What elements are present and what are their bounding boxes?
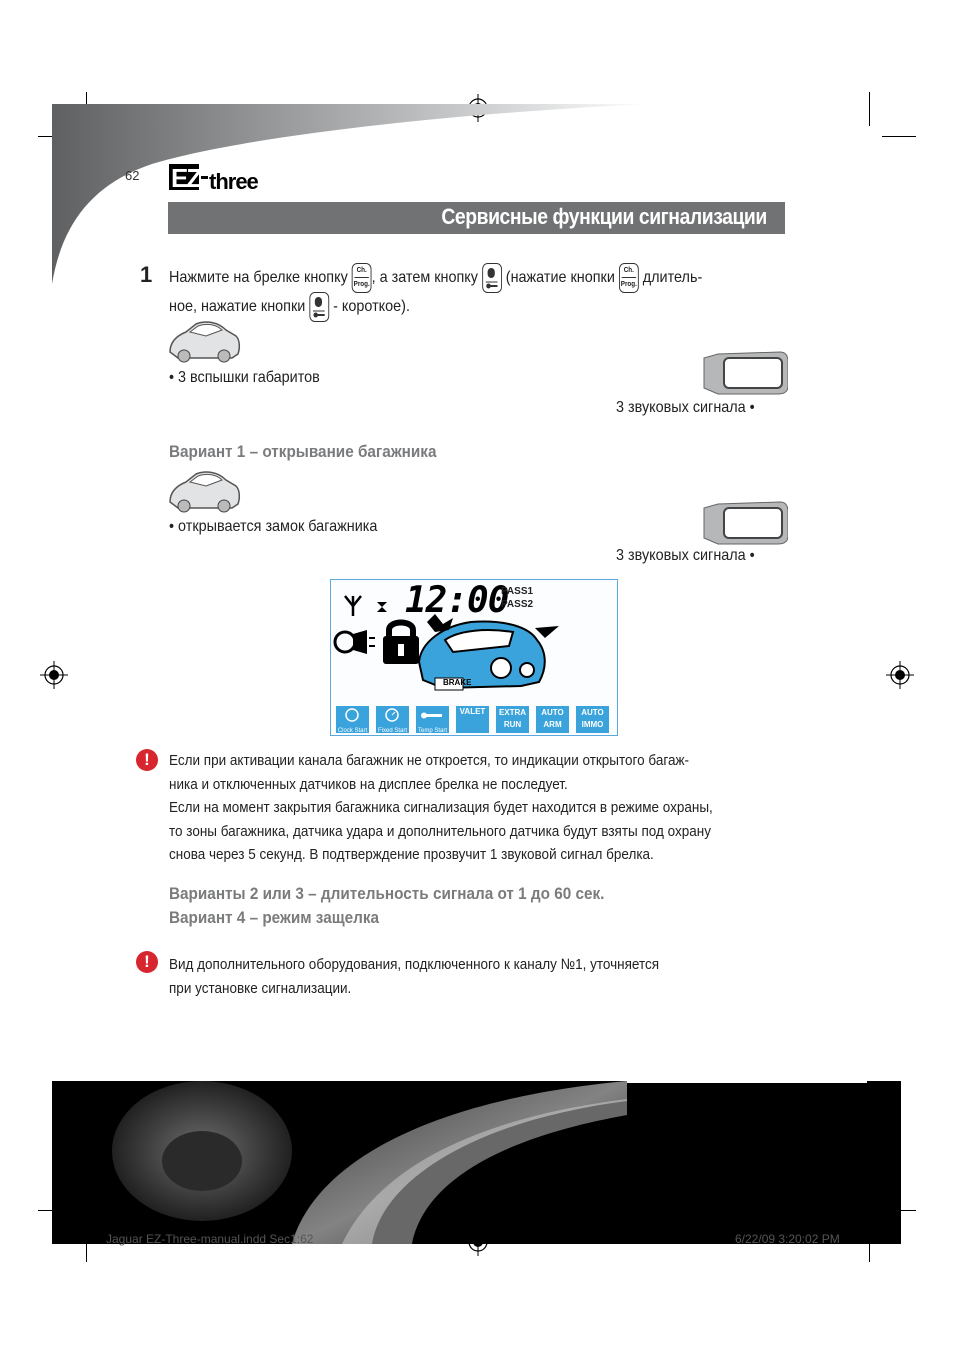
lcd-icon-auto-immo: AUTO IMMO <box>576 706 609 733</box>
jaguar-road-image <box>52 1081 901 1244</box>
trunk-open-note: • открывается замок багажника <box>169 518 378 535</box>
lcd-icon-temp-start: Temp Start <box>416 706 449 733</box>
warning-icon <box>136 749 158 771</box>
note-line: при установке сигнализации. <box>169 979 352 997</box>
key-fob-icon <box>702 500 788 546</box>
variant1-heading: Вариант 1 – открывание багажника <box>169 442 437 461</box>
header-swoosh <box>52 104 652 287</box>
fob-beep-note: 3 звуковых сигнала • <box>616 547 755 564</box>
lcd-pass1: PASS1 <box>501 586 534 597</box>
car-flash-note: • 3 вспышки габаритов <box>169 369 320 386</box>
note-line: снова через 5 секунд. В подтверждение прозвучит 1 звуковой сигнал брелка. <box>169 846 654 863</box>
footer-date: 6/22/09 3:20:02 PM <box>735 1232 840 1246</box>
note-line: Если при активации канала багажник не откроется, то индикации открытого багаж- <box>169 752 690 769</box>
antenna-icon <box>345 596 361 616</box>
lock-button-icon <box>482 263 502 293</box>
lcd-clock: 12:00 <box>405 580 509 621</box>
footer-file-info: Jaguar EZ-Three-manual.indd Sec1:62 <box>106 1232 314 1246</box>
crop-mark <box>882 136 916 137</box>
note-line: ника и отключенных датчиков на дисплее брелка не последует. <box>169 775 568 793</box>
note2-text <box>169 953 785 1000</box>
registration-mark-icon <box>886 661 914 689</box>
ch-prog-button-icon: Ch. Prog. <box>352 263 372 293</box>
lcd-display <box>330 579 618 736</box>
lcd-icon-row <box>336 706 614 733</box>
lock-button-icon <box>309 292 329 322</box>
car-trunk-icon <box>166 468 242 516</box>
step-text: Нажмите на брелке кнопку <box>169 269 348 287</box>
lcd-pass2: PASS2 <box>501 599 534 610</box>
page-number: 62 <box>125 168 140 183</box>
step-text: , а затем кнопку <box>371 269 478 287</box>
car-icon <box>166 318 242 366</box>
variants-2-3-heading: Варианты 2 или 3 – длительность сигнала от 1 до 60 сек. <box>169 884 605 903</box>
ez-three-logo <box>168 160 268 196</box>
siren-icon <box>335 630 375 654</box>
variant-4-heading: Вариант 4 – режим защелка <box>169 908 380 927</box>
registration-mark-icon <box>40 661 68 689</box>
fob-beep-note: 3 звуковых сигнала • <box>616 399 755 416</box>
lcd-icon-auto-arm: AUTO ARM <box>536 706 569 733</box>
note-line: то зоны багажника, датчика удара и дополнительного датчика будут взяты под охрану <box>169 822 711 840</box>
footer-banner <box>52 1081 901 1244</box>
car-lcd-icon <box>419 622 559 690</box>
svg-text:three: three <box>209 169 258 194</box>
key-fob-icon <box>702 350 788 396</box>
note-line: Вид дополнительного оборудования, подключенного к каналу №1, уточняется <box>169 956 660 973</box>
lcd-icon-fixed-start: Fixed Start <box>376 706 409 733</box>
step-number: 1 <box>140 262 153 287</box>
registration-mark-icon <box>464 1228 492 1256</box>
step-text: ное, нажатие кнопки <box>169 298 306 316</box>
lcd-icon-valet: VALET <box>456 706 489 733</box>
step-text: - короткое). <box>333 298 410 316</box>
note-line: Если на момент закрытия багажника сигнализация будет находится в режиме охраны, <box>169 799 713 816</box>
crop-mark <box>869 92 870 126</box>
section-title: Сервисные функции сигнализации <box>441 204 767 229</box>
warning-icon <box>136 951 158 973</box>
lcd-icon-extra-run: EXTRA RUN <box>496 706 529 733</box>
section-title-bar <box>168 202 785 234</box>
svg-text:EZ: EZ <box>171 163 201 193</box>
step-instruction-line1 <box>169 263 702 293</box>
note1-text <box>169 749 785 867</box>
lcd-brake-label: BRAKE <box>443 678 472 687</box>
step-text: длитель- <box>642 269 703 287</box>
step-text: (нажатие кнопки <box>505 269 615 287</box>
lcd-icon-clock-start: Clock Start <box>336 706 369 733</box>
hourglass-icon <box>377 602 387 612</box>
ch-prog-button-icon: Ch. Prog. <box>619 263 639 293</box>
lock-icon <box>383 623 419 665</box>
